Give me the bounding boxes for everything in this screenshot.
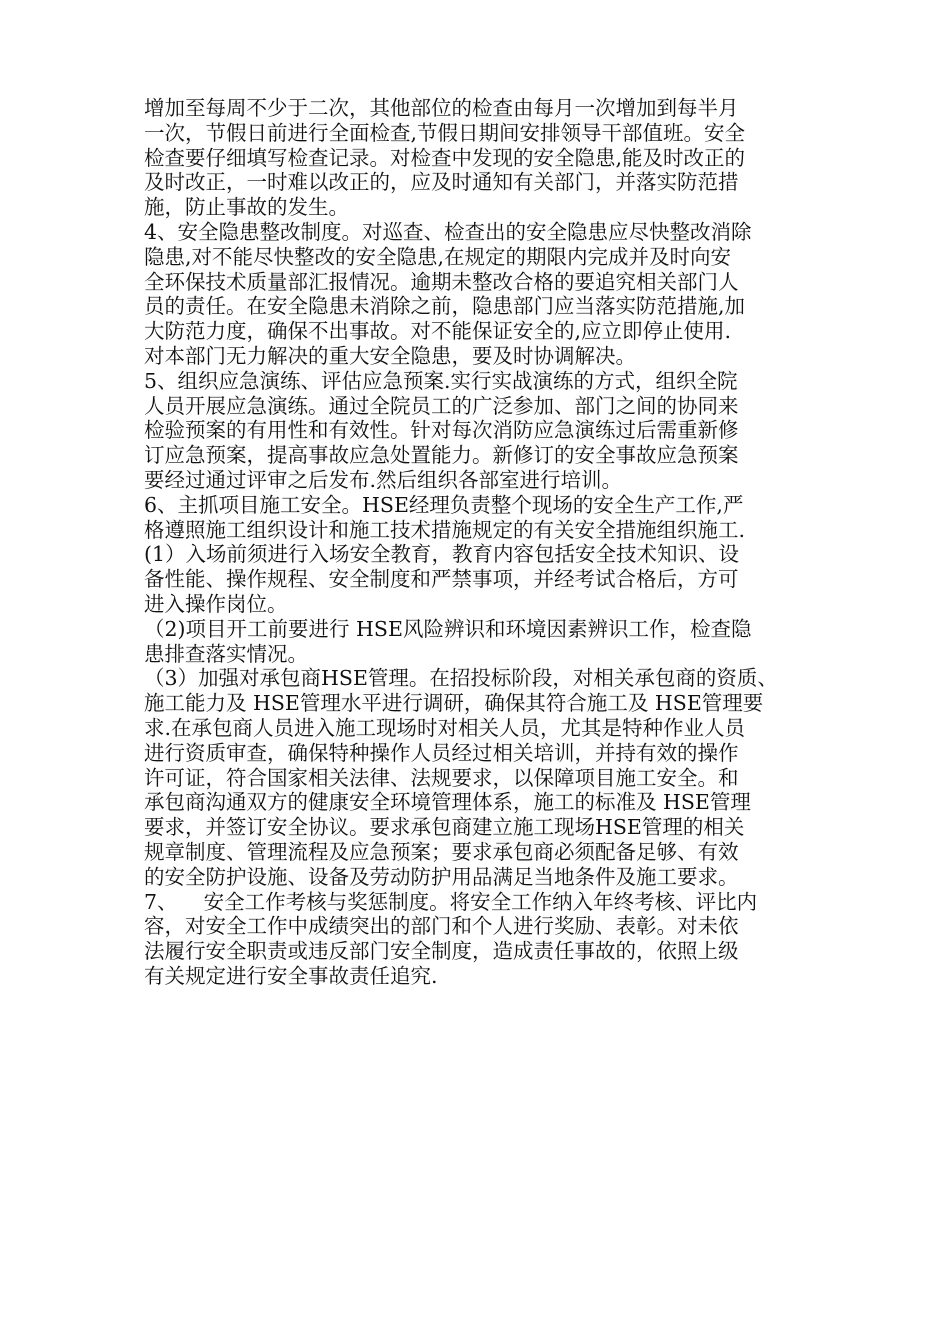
text-line: 进入操作岗位。 bbox=[144, 591, 288, 616]
text-line: 要经过通过评审之后发布.然后组织各部室进行培训。 bbox=[144, 467, 623, 492]
text-line: 格遵照施工组织设计和施工技术措施规定的有关安全措施组织施工. bbox=[144, 517, 746, 542]
text-line: 患排查落实情况。 bbox=[144, 641, 308, 666]
document-body bbox=[144, 96, 824, 989]
text-line: 施，防止事故的发生。 bbox=[144, 195, 349, 220]
text-line: 规章制度、管理流程及应急预案；要求承包商必须配备足够、有效 bbox=[144, 839, 739, 864]
text-line: 容，对安全工作中成绩突出的部门和个人进行奖励、表彰。对未依 bbox=[144, 914, 739, 939]
text-line: 检验预案的有用性和有效性。针对每次消防应急演练过后需重新修 bbox=[144, 418, 739, 443]
text-line: 7、 安全工作考核与奖惩制度。将安全工作纳入年终考核、评比内 bbox=[144, 889, 758, 914]
text-line: 全环保技术质量部汇报情况。逾期未整改合格的要追究相关部门人 bbox=[144, 269, 739, 294]
text-line: 的安全防护设施、设备及劳动防护用品满足当地条件及施工要求。 bbox=[144, 864, 739, 889]
text-line: 法履行安全职责或违反部门安全制度，造成责任事故的，依照上级 bbox=[144, 939, 739, 964]
text-line: 对本部门无力解决的重大安全隐患，要及时协调解决。 bbox=[144, 343, 636, 368]
text-line: 求.在承包商人员进入施工现场时对相关人员，尤其是特种作业人员 bbox=[144, 715, 746, 740]
text-line: 一次，节假日前进行全面检查,节假日期间安排领导干部值班。安全 bbox=[144, 120, 746, 145]
text-line: 员的责任。在安全隐患未消除之前，隐患部门应当落实防范措施,加 bbox=[144, 294, 746, 319]
text-line: 及时改正，一时难以改正的，应及时通知有关部门，并落实防范措 bbox=[144, 170, 739, 195]
text-line: 隐患,对不能尽快整改的安全隐患,在规定的期限内完成并及时向安 bbox=[144, 244, 732, 269]
text-line: 5、组织应急演练、评估应急预案.实行实战演练的方式，组织全院 bbox=[144, 368, 738, 393]
text-line: 订应急预案，提高事故应急处置能力。新修订的安全事故应急预案 bbox=[144, 443, 739, 468]
text-line: 检查要仔细填写检查记录。对检查中发现的安全隐患,能及时改正的 bbox=[144, 145, 746, 170]
text-line: 6、主抓项目施工安全。HSE经理负责整个现场的安全生产工作,严 bbox=[144, 492, 744, 517]
text-line: 承包商沟通双方的健康安全环境管理体系，施工的标准及 HSE管理 bbox=[144, 790, 751, 815]
text-line: 施工能力及 HSE管理水平进行调研，确保其符合施工及 HSE管理要 bbox=[144, 691, 764, 716]
text-line: 许可证，符合国家相关法律、法规要求，以保障项目施工安全。和 bbox=[144, 765, 739, 790]
text-line: 大防范力度，确保不出事故。对不能保证安全的,应立即停止使用. bbox=[144, 319, 732, 344]
text-line: 人员开展应急演练。通过全院员工的广泛参加、部门之间的协同来 bbox=[144, 393, 739, 418]
text-line: 进行资质审查，确保特种操作人员经过相关培训，并持有效的操作 bbox=[144, 740, 739, 765]
text-line: （2)项目开工前要进行 HSE风险辨识和环境因素辨识工作，检查隐 bbox=[144, 616, 752, 641]
text-line: 有关规定进行安全事故责任追究. bbox=[144, 963, 438, 988]
text-line: （3）加强对承包商HSE管理。在招投标阶段，对相关承包商的资质、 bbox=[144, 666, 778, 691]
text-line: 要求，并签订安全协议。要求承包商建立施工现场HSE管理的相关 bbox=[144, 815, 745, 840]
text-line: 备性能、操作规程、安全制度和严禁事项，并经考试合格后，方可 bbox=[144, 567, 739, 592]
text-line: 增加至每周不少于二次，其他部位的检查由每月一次增加到每半月 bbox=[144, 96, 739, 120]
text-line: 4、安全隐患整改制度。对巡查、检查出的安全隐患应尽快整改消除 bbox=[144, 219, 752, 244]
text-line: (1）入场前须进行入场安全教育，教育内容包括安全技术知识、设 bbox=[144, 542, 740, 567]
